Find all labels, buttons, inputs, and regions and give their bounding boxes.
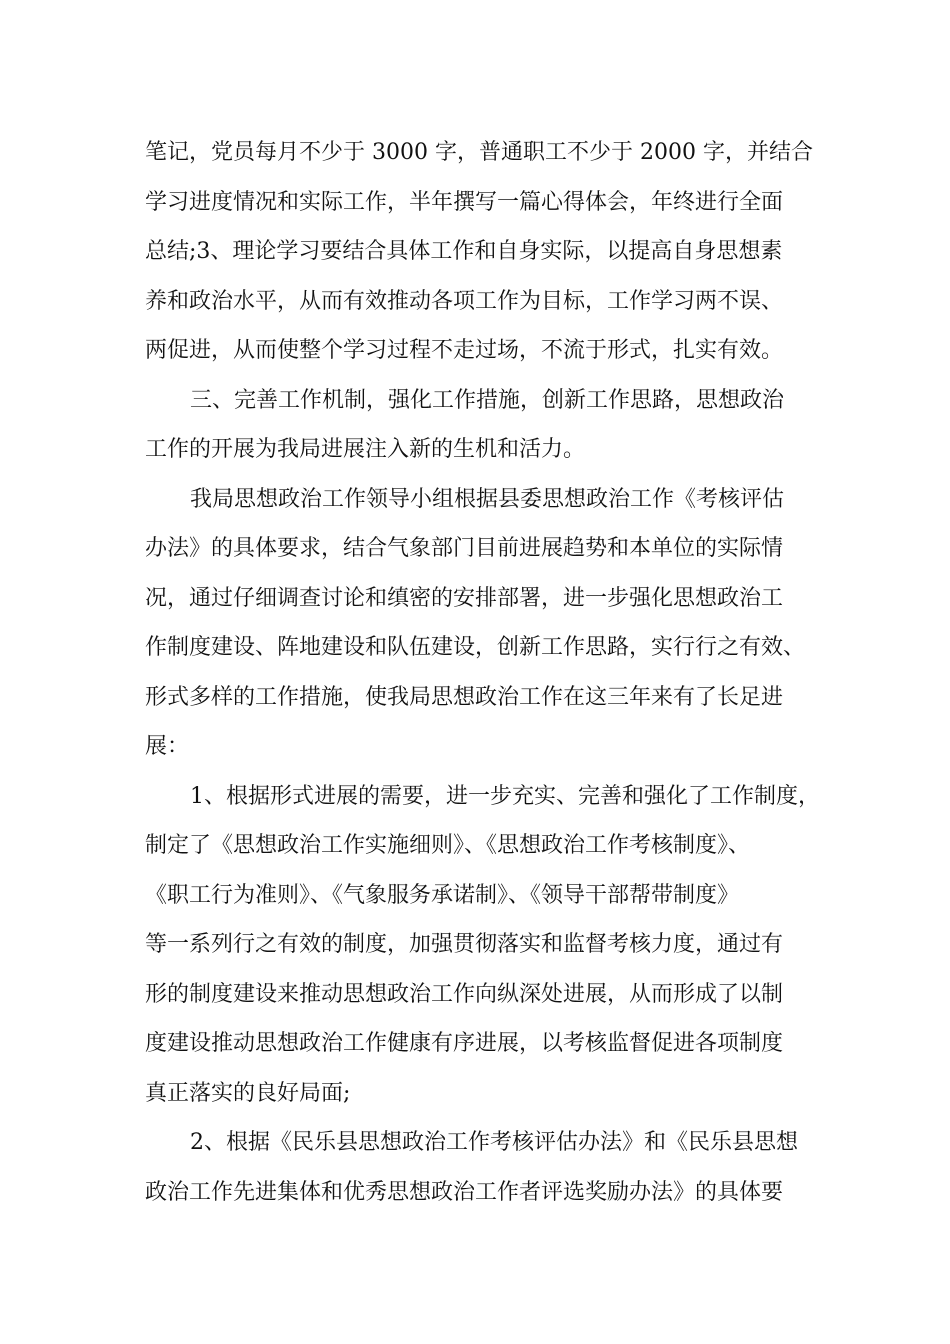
list-item-start-line: 2、根据《民乐县思想政治工作考核评估办法》和《民乐县思想 bbox=[190, 1130, 798, 1155]
text-line: 工作的开展为我局进展注入新的生机和活力。 bbox=[145, 437, 586, 462]
text-line: 作制度建设、阵地建设和队伍建设，创新工作思路，实行行之有效、 bbox=[145, 635, 806, 660]
text-line: 总结;3、理论学习要结合具体工作和自身实际，以提高自身思想素 bbox=[145, 239, 783, 264]
text-line: 形的制度建设来推动思想政治工作向纵深处进展，从而形成了以制 bbox=[145, 981, 784, 1007]
text-line: 形式多样的工作措施，使我局思想政治工作在这三年来有了长足进 bbox=[145, 684, 784, 710]
document-body bbox=[145, 128, 825, 1217]
section-heading-line: 三、完善工作机制，强化工作措施，创新工作思路，思想政治 bbox=[190, 387, 785, 413]
text-line: 制定了《思想政治工作实施细则》、《思想政治工作考核制度》、 bbox=[145, 833, 751, 858]
text-line: 况，通过仔细调查讨论和缜密的安排部署，进一步强化思想政治工 bbox=[145, 585, 784, 611]
text-line: 养和政治水平，从而有效推动各项工作为目标，工作学习两不误、 bbox=[145, 288, 784, 314]
text-line: 笔记，党员每月不少于 3000 字，普通职工不少于 2000 字，并结合 bbox=[145, 140, 813, 165]
text-line: 《职工行为准则》、《气象服务承诺制》、《领导干部帮带制度》 bbox=[145, 882, 740, 908]
text-line: 两促进，从而使整个学习过程不走过场，不流于形式，扎实有效。 bbox=[145, 338, 784, 363]
paragraph-start-line: 我局思想政治工作领导小组根据县委思想政治工作《考核评估 bbox=[190, 486, 785, 512]
text-line: 真正落实的良好局面; bbox=[145, 1080, 351, 1106]
text-line: 等一系列行之有效的制度，加强贯彻落实和监督考核力度，通过有 bbox=[145, 932, 784, 957]
text-line: 度建设推动思想政治工作健康有序进展，以考核监督促进各项制度 bbox=[145, 1031, 784, 1056]
text-line: 政治工作先进集体和优秀思想政治工作者评选奖励办法》的具体要 bbox=[145, 1179, 784, 1205]
text-line: 学习进度情况和实际工作，半年撰写一篇心得体会，年终进行全面 bbox=[145, 189, 784, 215]
list-item-start-line: 1、根据形式进展的需要，进一步充实、完善和强化了工作制度， bbox=[190, 783, 820, 809]
text-line: 展： bbox=[145, 734, 190, 759]
text-line: 办法》的具体要求，结合气象部门目前进展趋势和本单位的实际情 bbox=[145, 536, 784, 561]
